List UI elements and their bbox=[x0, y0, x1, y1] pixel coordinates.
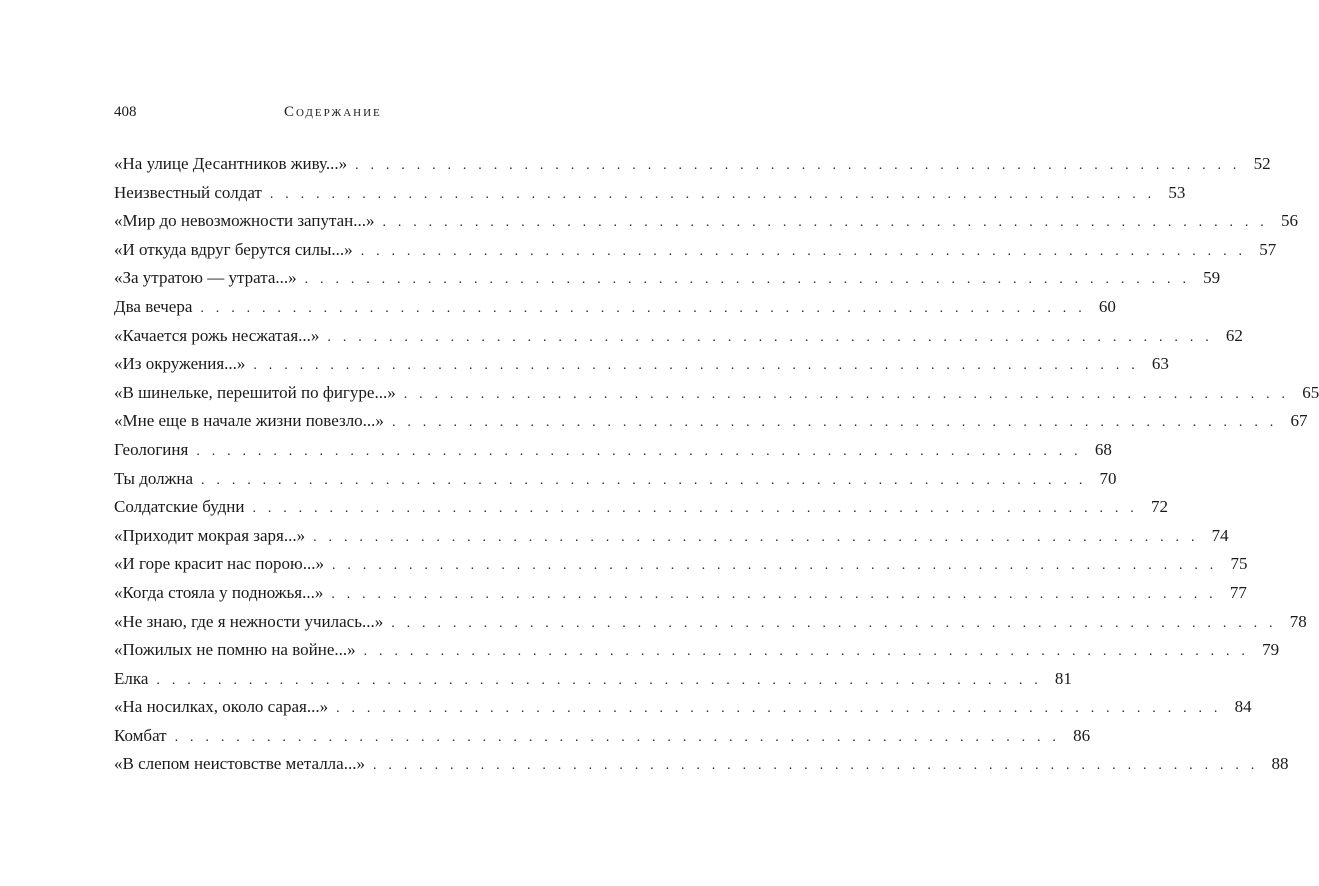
toc-entry-page: 74 bbox=[1211, 525, 1229, 545]
toc-dot-leader: . . . . . . . . . . . . . . . . . . . . . . . . . . . . . . . . . . . . . . . . . . . . . . . . . . . . . . . . . . bbox=[355, 158, 1241, 173]
toc-entry bbox=[114, 407, 1308, 436]
toc-entry-title: Комбат bbox=[114, 725, 167, 745]
toc-entry-page: 68 bbox=[1094, 439, 1112, 459]
toc-dot-leader: . . . . . . . . . . . . . . . . . . . . . . . . . . . . . . . . . . . . . . . . . . . . . . . . . . . . . . . . . . bbox=[331, 586, 1217, 602]
toc-entry-title: «Из окружения...» bbox=[114, 354, 246, 374]
toc-entry-page: 67 bbox=[1290, 411, 1308, 431]
running-title: Содержание bbox=[284, 104, 382, 120]
toc-entry-page: 62 bbox=[1225, 325, 1243, 345]
toc-entry-page: 52 bbox=[1253, 154, 1271, 173]
toc-entry-page: 84 bbox=[1234, 697, 1252, 717]
toc-entry bbox=[114, 608, 1307, 637]
toc-entry bbox=[114, 522, 1229, 551]
toc-entry bbox=[114, 579, 1247, 608]
toc-dot-leader: . . . . . . . . . . . . . . . . . . . . . . . . . . . . . . . . . . . . . . . . . . . . . . . . . . . . . . . . . . bbox=[156, 672, 1042, 688]
toc-entry-page: 63 bbox=[1151, 354, 1169, 374]
toc-entry bbox=[114, 293, 1116, 322]
toc-dot-leader: . . . . . . . . . . . . . . . . . . . . . . . . . . . . . . . . . . . . . . . . . . . . . . . . . . . . . . . . . . bbox=[391, 615, 1277, 631]
toc-entry-title: «И откуда вдруг берутся силы...» bbox=[114, 239, 353, 259]
toc-entry bbox=[114, 179, 1186, 208]
toc-entry-page: 60 bbox=[1098, 296, 1116, 316]
toc-dot-leader: . . . . . . . . . . . . . . . . . . . . . . . . . . . . . . . . . . . . . . . . . . . . . . . . . . . . . . . . . . bbox=[336, 701, 1222, 717]
toc-dot-leader: . . . . . . . . . . . . . . . . . . . . . . . . . . . . . . . . . . . . . . . . . . . . . . . . . . . . . . . . . . bbox=[269, 186, 1156, 202]
toc-entry-title: Елка bbox=[114, 668, 149, 688]
toc-entry-page: 81 bbox=[1054, 668, 1072, 688]
toc-entry-title: «В слепом неистовстве металла...» bbox=[114, 754, 365, 774]
toc-entry-title: Неизвестный солдат bbox=[114, 182, 262, 202]
toc-dot-leader: . . . . . . . . . . . . . . . . . . . . . . . . . . . . . . . . . . . . . . . . . . . . . . . . . . . . . . . . . . bbox=[403, 386, 1290, 402]
toc-entry-page: 53 bbox=[1168, 182, 1186, 202]
toc-entry-title: Солдатские будни bbox=[114, 497, 245, 517]
toc-entry-title: «За утратою — утрата...» bbox=[114, 268, 297, 288]
toc-dot-leader: . . . . . . . . . . . . . . . . . . . . . . . . . . . . . . . . . . . . . . . . . . . . . . . . . . . . . . . . . . bbox=[313, 529, 1199, 545]
toc-dot-leader: . . . . . . . . . . . . . . . . . . . . . . . . . . . . . . . . . . . . . . . . . . . . . . . . . . . . . . . . . . bbox=[304, 272, 1191, 288]
toc-entry-page: 59 bbox=[1203, 268, 1221, 288]
toc-entry-title: «Приходит мокрая заря...» bbox=[114, 525, 306, 545]
toc-entry-page: 77 bbox=[1229, 582, 1247, 602]
toc-entry-page: 86 bbox=[1073, 725, 1091, 745]
toc-entry bbox=[114, 379, 1319, 408]
toc-dot-leader: . . . . . . . . . . . . . . . . . . . . . . . . . . . . . . . . . . . . . . . . . . . . . . . . . . . . . . . . . . bbox=[391, 415, 1278, 431]
toc-dot-leader: . . . . . . . . . . . . . . . . . . . . . . . . . . . . . . . . . . . . . . . . . . . . . . . . . . . . . . . . . . bbox=[327, 329, 1213, 345]
toc-entry bbox=[114, 264, 1221, 293]
toc-entry bbox=[114, 750, 1289, 779]
toc-entry bbox=[114, 322, 1243, 351]
toc-entry-page: 56 bbox=[1280, 211, 1298, 231]
toc-entry bbox=[114, 150, 1271, 179]
page-header bbox=[114, 104, 544, 124]
toc-entry bbox=[114, 722, 1091, 751]
toc-dot-leader: . . . . . . . . . . . . . . . . . . . . . . . . . . . . . . . . . . . . . . . . . . . . . . . . . . . . . . . . . . bbox=[196, 443, 1082, 459]
toc-entry-title: «И горе красит нас порою...» bbox=[114, 554, 324, 574]
toc-entry-title: «На носилках, около сарая...» bbox=[114, 697, 329, 717]
toc-entry bbox=[114, 207, 1298, 236]
toc-dot-leader: . . . . . . . . . . . . . . . . . . . . . . . . . . . . . . . . . . . . . . . . . . . . . . . . . . . . . . . . . . bbox=[360, 243, 1247, 259]
toc-entry-title: Ты должна bbox=[114, 468, 194, 488]
toc-entry-title: «Мир до невозможности запутан...» bbox=[114, 211, 375, 231]
toc-entry-title: Геологиня bbox=[114, 439, 189, 459]
toc-entry-title: «Пожилых не помню на войне...» bbox=[114, 640, 356, 660]
toc-dot-leader: . . . . . . . . . . . . . . . . . . . . . . . . . . . . . . . . . . . . . . . . . . . . . . . . . . . . . . . . . . bbox=[174, 729, 1061, 745]
toc-entry-title: «Качается рожь несжатая...» bbox=[114, 325, 320, 345]
toc-entry bbox=[114, 436, 1112, 465]
toc-entry bbox=[114, 493, 1168, 522]
toc-dot-leader: . . . . . . . . . . . . . . . . . . . . . . . . . . . . . . . . . . . . . . . . . . . . . . . . . . . . . . . . . . bbox=[363, 644, 1250, 660]
toc-dot-leader: . . . . . . . . . . . . . . . . . . . . . . . . . . . . . . . . . . . . . . . . . . . . . . . . . . . . . . . . . . bbox=[382, 215, 1268, 231]
toc-entry-title: «В шинельке, перешитой по фигуре...» bbox=[114, 382, 396, 402]
toc-entry-title: «Когда стояла у подножья...» bbox=[114, 582, 324, 602]
toc-entry-page: 72 bbox=[1150, 497, 1168, 517]
toc-entry bbox=[114, 665, 1072, 694]
toc-entry-page: 65 bbox=[1302, 382, 1319, 402]
toc-entry-page: 88 bbox=[1271, 754, 1289, 774]
toc-entry-page: 57 bbox=[1259, 239, 1277, 259]
toc-entry bbox=[114, 465, 1117, 494]
toc-entry-page: 79 bbox=[1262, 640, 1280, 660]
toc-entry-title: «На улице Десантников живу...» bbox=[114, 154, 348, 173]
toc-entry bbox=[114, 236, 1277, 265]
page-number: 408 bbox=[114, 104, 137, 120]
toc-entry-title: «Не знаю, где я нежности училась...» bbox=[114, 611, 384, 631]
toc-dot-leader: . . . . . . . . . . . . . . . . . . . . . . . . . . . . . . . . . . . . . . . . . . . . . . . . . . . . . . . . . . bbox=[201, 472, 1087, 488]
toc-dot-leader: . . . . . . . . . . . . . . . . . . . . . . . . . . . . . . . . . . . . . . . . . . . . . . . . . . . . . . . . . . bbox=[252, 501, 1138, 517]
toc-entry-page: 78 bbox=[1289, 611, 1307, 631]
toc-dot-leader: . . . . . . . . . . . . . . . . . . . . . . . . . . . . . . . . . . . . . . . . . . . . . . . . . . . . . . . . . . bbox=[372, 758, 1259, 774]
toc-dot-leader: . . . . . . . . . . . . . . . . . . . . . . . . . . . . . . . . . . . . . . . . . . . . . . . . . . . . . . . . . . bbox=[332, 558, 1218, 574]
toc-entry-title: Два вечера bbox=[114, 296, 193, 316]
toc-entry bbox=[114, 693, 1252, 722]
toc-entry bbox=[114, 550, 1248, 579]
toc-entry-title: «Мне еще в начале жизни повезло...» bbox=[114, 411, 384, 431]
toc-entry-page: 70 bbox=[1099, 468, 1117, 488]
toc-entry-page: 75 bbox=[1230, 554, 1248, 574]
toc-dot-leader: . . . . . . . . . . . . . . . . . . . . . . . . . . . . . . . . . . . . . . . . . . . . . . . . . . . . . . . . . . bbox=[200, 300, 1086, 316]
toc-entry bbox=[114, 350, 1169, 379]
table-of-contents bbox=[114, 150, 1319, 779]
toc-entry bbox=[114, 636, 1280, 665]
toc-dot-leader: . . . . . . . . . . . . . . . . . . . . . . . . . . . . . . . . . . . . . . . . . . . . . . . . . . . . . . . . . . bbox=[253, 358, 1139, 374]
